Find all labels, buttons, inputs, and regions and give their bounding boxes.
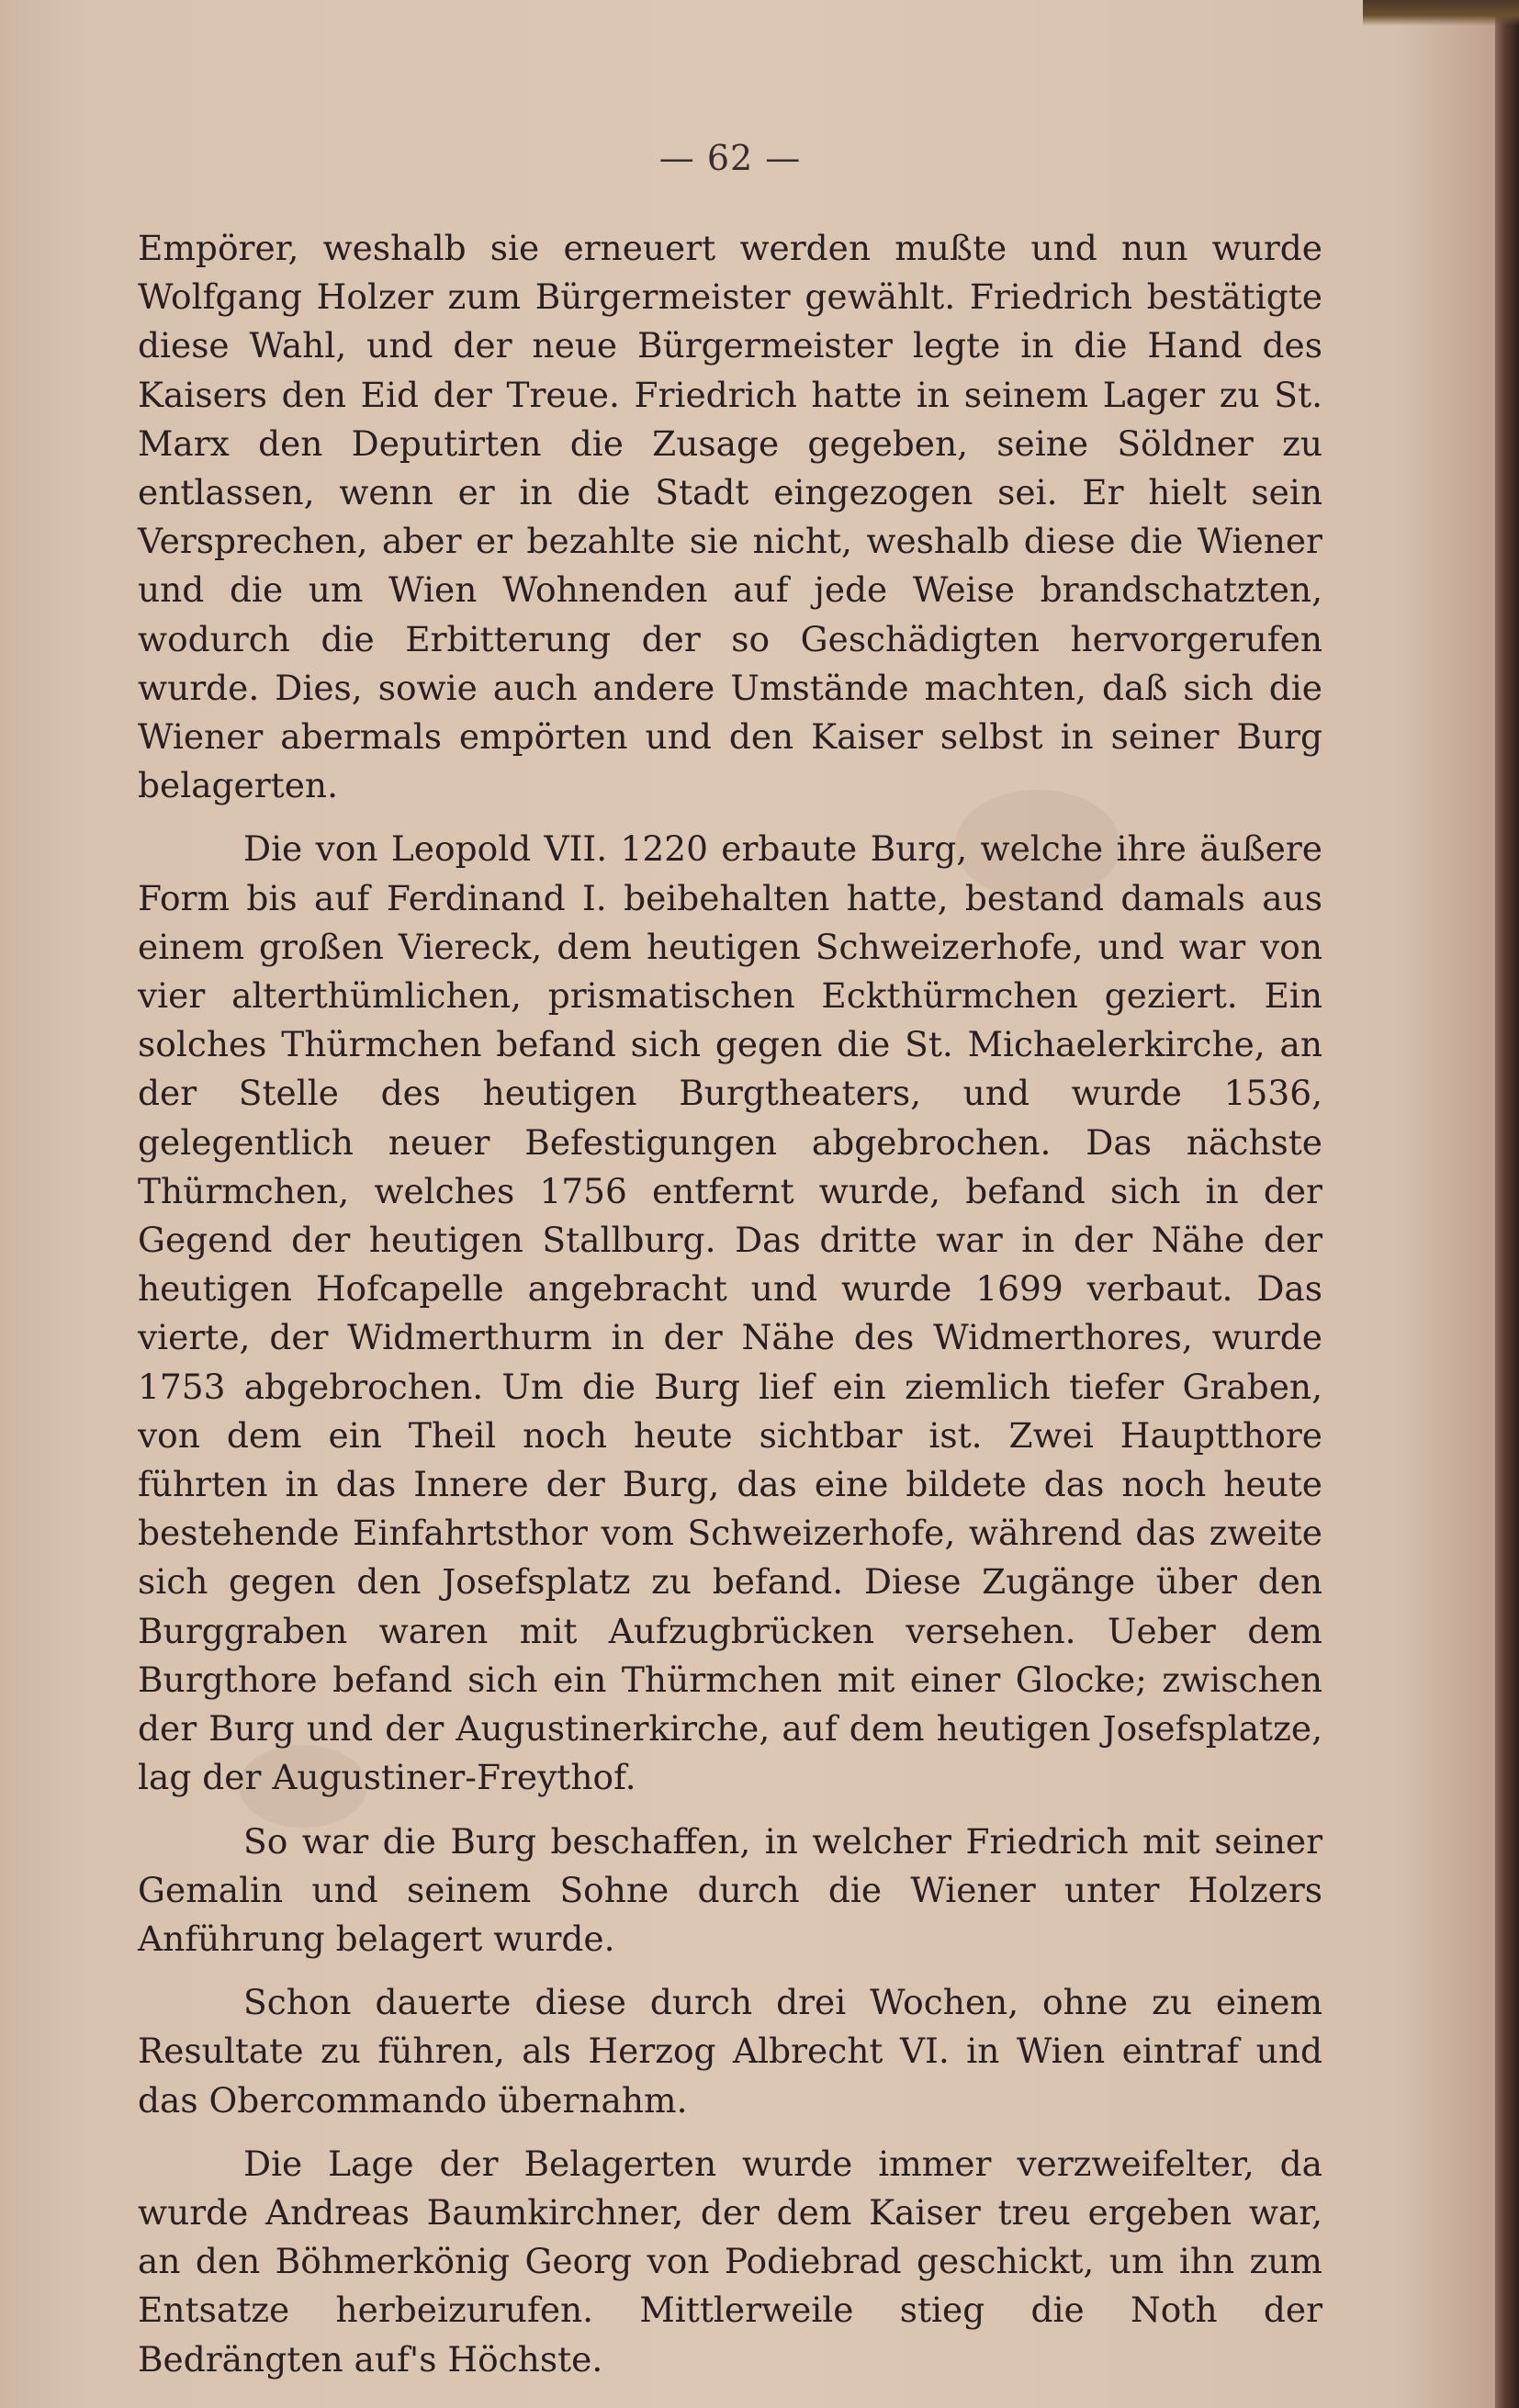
paragraph: Schon dauerte diese durch drei Wochen, ohne zu einem Resultate zu führen, als Herzog Albrecht VI. in Wien eintraf und das Obercommando übernahm. [138,1982,1322,2121]
paragraph: So war die Burg beschaffen, in welcher Friedrich mit seiner Gemalin und seinem Sohne durch die Wiener unter Holzers Anführung belagert wurde. [138,1820,1322,1959]
page-edge [1495,0,1519,2408]
page-top-edge [1363,0,1519,26]
paragraph: Die Lage der Belagerten wurde immer verzweifelter, da wurde Andreas Baumkirchner, der dem Kaiser treu ergeben war, an den Böhmerkönig Georg von Podiebrad geschickt, um ihn zum Entsatze herbeizurufen. Mittlerweile stieg die Noth der Bedrängten auf's Höchste. [138,2143,1322,2380]
paragraph: Die von Leopold VII. 1220 erbaute Burg, welche ihre äußere Form bis auf Ferdinand I. beibehalten hatte, bestand damals aus einem großen Viereck, dem heutigen Schweizerhofe, und war von vier alterthümlichen, prismatischen Eckthürmchen geziert. Ein solches Thürmchen befand sich gegen die St. Michaelerkirche, an der Stelle des heutigen Burgtheaters, und wurde 1536, gelegentlich neuer Befestigungen abgebrochen. Das nächste Thürmchen, welches 1756 entfernt wurde, befand sich in der Gegend der heutigen Stallburg. Das dritte war in der Nähe der heutigen Hofcapelle angebracht und wurde 1699 verbaut. Das vierte, der Widmerthurm in der Nähe des Widmerthores, wurde 1753 abgebrochen. Um die Burg lief ein ziemlich tiefer Graben, von dem ein Theil noch heute sichtbar ist. Zwei Hauptthore führten in das Innere der Burg, das eine bildete das noch heute bestehende Einfahrtsthor vom Schweizerhofe, während das zweite sich gegen den Josefsplatz zu befand. Diese Zugänge über den Burggraben waren mit Aufzugbrücken versehen. Ueber dem Burgthore befand sich ein Thürmchen mit einer Glocke; zwischen der Burg und der Augustinerkirche, auf dem heutigen Josefsplatze, lag der Augustiner-Freythof. [138,828,1322,1798]
paragraph: Empörer, weshalb sie erneuert werden mußte und nun wurde Wolfgang Holzer zum Bürgermeister gewählt. Friedrich bestätigte diese Wahl, und der neue Bürgermeister legte in die Hand des Kaisers den Eid der Treue. Friedrich hatte in seinem Lager zu St. Marx den Deputirten die Zusage gegeben, seine Söldner zu entlassen, wenn er in die Stadt eingezogen sei. Er hielt sein Versprechen, aber er bezahlte sie nicht, weshalb diese die Wiener und die um Wien Wohnenden auf jede Weise brandschatzten, wodurch die Erbitterung der so Geschädigten hervorgerufen wurde. Dies, sowie auch andere Umstände machten, daß sich die Wiener abermals empörten und den Kaiser selbst in seiner Burg belagerten. [138,228,1322,806]
text-block [138,138,1322,2384]
page-number: — 62 — [658,138,802,178]
